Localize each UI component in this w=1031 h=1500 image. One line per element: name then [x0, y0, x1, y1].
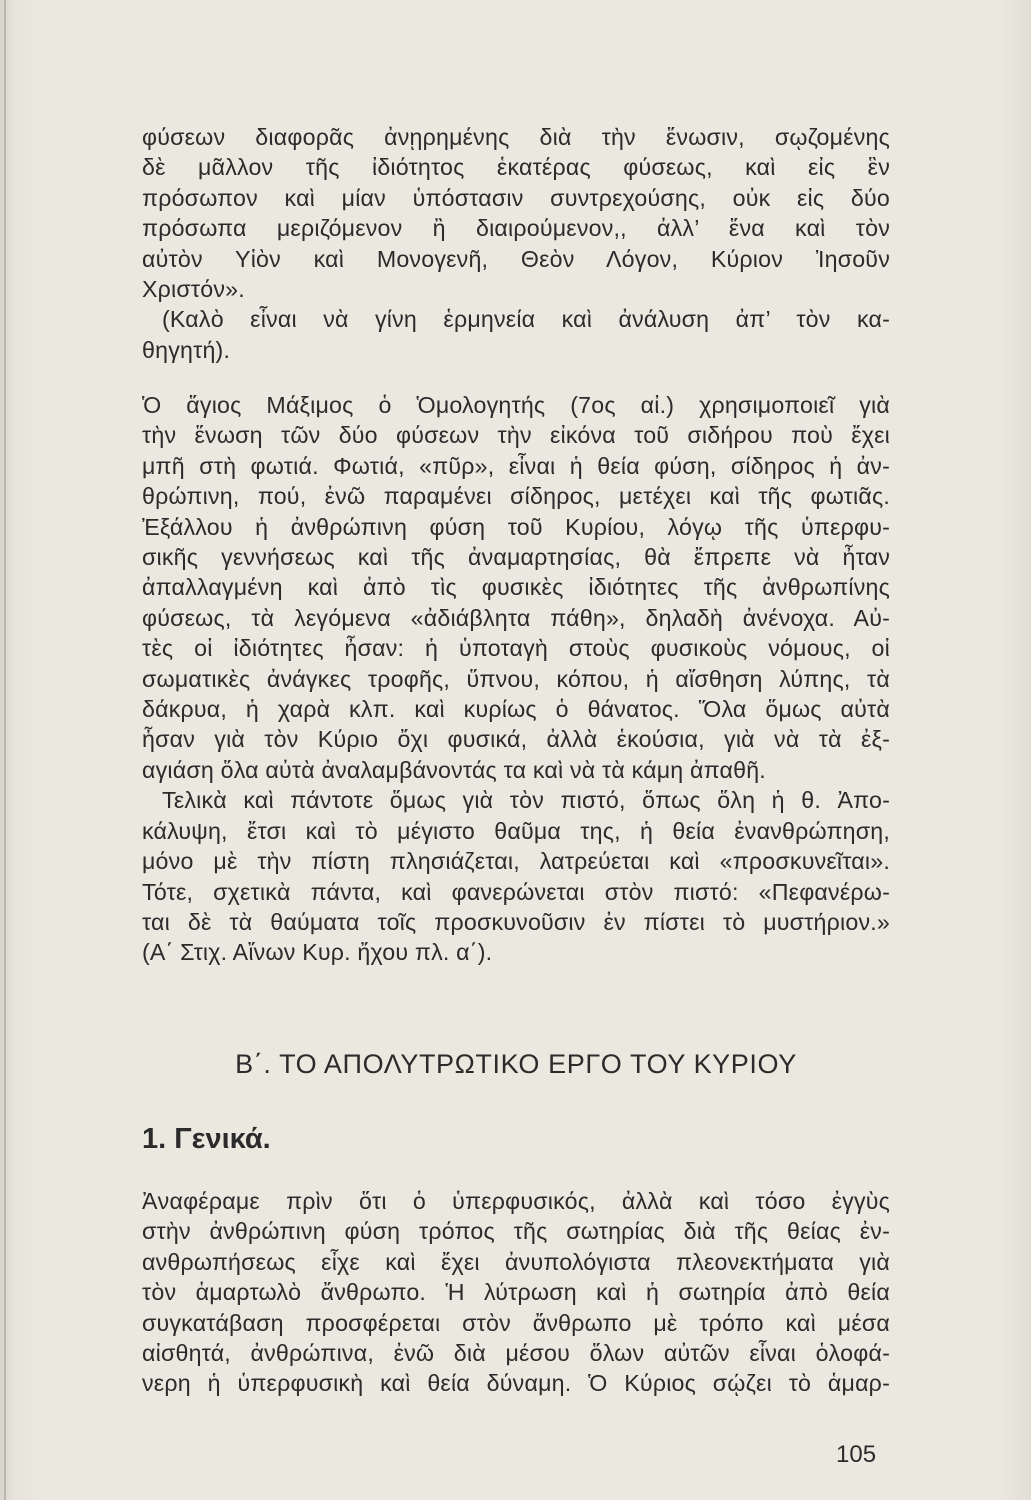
text-line: (Καλὸ εἶναι νὰ γίνη ἑρμηνεία καὶ ἀνάλυση ἀπ’ τὸν κα- — [162, 306, 890, 333]
text-line: αὐτὸν Υἱὸν καὶ Μονογενῆ, Θεὸν Λόγον, Κύριον Ἰησοῦν — [142, 245, 890, 272]
text-line: Χριστόν». — [142, 276, 245, 303]
text-line: πρόσωπα μεριζόμενον ἢ διαιρούμενον,, ἀλλ’ ἕνα καὶ τὸν — [142, 215, 890, 242]
text-line: πρόσωπον καὶ μίαν ὑπόστασιν συντρεχούσης, οὐκ εἰς δύο — [142, 184, 890, 211]
section-heading: Β΄. ΤΟ ΑΠΟΛΥΤΡΩΤΙΚΟ ΕΡΓΟ ΤΟΥ ΚΥΡΙΟΥ — [235, 1049, 797, 1079]
text-line: αἰσθητά, ἀνθρώπινα, ἐνῶ διὰ μέσου ὅλων αὐτῶν εἶναι ὁλοφά- — [142, 1340, 890, 1367]
text-line: νερη ἡ ὑπερφυσικὴ καὶ θεία δύναμη. Ὁ Κύριος σῴζει τὸ ἁμαρ- — [142, 1370, 890, 1397]
text-line: ανθρωπήσεως εἶχε καὶ ἔχει ἀνυπολόγιστα πλεονεκτήματα γιὰ — [142, 1248, 890, 1275]
text-line: μπῆ στὴ φωτιά. Φωτιά, «πῦρ», εἶναι ἡ θεία φύση, σίδηρος ἡ ἀν- — [142, 452, 890, 479]
text-line: (Α΄ Στιχ. Αἴνων Κυρ. ἤχου πλ. α΄). — [142, 939, 493, 966]
text-line: δὲ μᾶλλον τῆς ἰδιότητος ἑκατέρας φύσεως, καὶ εἰς ἓν — [142, 154, 890, 181]
binding-gutter — [4, 0, 6, 1500]
text-line: αγιάση ὅλα αὐτὰ ἀναλαμβάνοντάς τα καὶ νὰ τὰ κάμη ἀπαθῆ. — [142, 756, 766, 783]
text-line: ἀπαλλαγμένη καὶ ἀπὸ τὶς φυσικὲς ἰδιότητες τῆς ἀνθρωπίνης — [142, 574, 890, 601]
text-line: Ὁ ἅγιος Μάξιμος ὁ Ὁμολογητής (7ος αἰ.) χρησιμοποιεῖ γιὰ — [142, 392, 890, 418]
text-line: φύσεως, τὰ λεγόμενα «ἀδιάβλητα πάθη», δηλαδὴ ἀνένοχα. Αὐ- — [142, 604, 890, 631]
text-line: συγκατάβαση προσφέρεται στὸν ἄνθρωπο μὲ τρόπο καὶ μέσα — [142, 1309, 890, 1336]
text-line: στὴν ἀνθρώπινη φύση τρόπος τῆς σωτηρίας διὰ τῆς θείας ἐν- — [142, 1218, 890, 1245]
text-line: τὴν ἕνωση τῶν δύο φύσεων τὴν εἰκόνα τοῦ σιδήρου ποὺ ἔχει — [142, 422, 890, 449]
text-line: σικῆς γεννήσεως καὶ τῆς ἀναμαρτησίας, θὰ ἔπρεπε νὰ ἦταν — [142, 544, 890, 571]
paragraph-block-3 — [142, 1186, 890, 1399]
text-line: Ἀναφέραμε πρὶν ὅτι ὁ ὑπερφυσικός, ἀλλὰ καὶ τόσο ἐγγὺς — [142, 1188, 890, 1214]
text-line: Ἐξάλλου ἡ ἀνθρώπινη φύση τοῦ Κυρίου, λόγῳ τῆς ὑπερφυ- — [142, 513, 890, 540]
text-line: φύσεων διαφορᾶς ἀνῃρημένης διὰ τὴν ἕνωσιν, σῳζομένης — [142, 124, 890, 150]
text-line: Τότε, σχετικὰ πάντα, καὶ φανερώνεται στὸν πιστό: «Πεφανέρω- — [142, 878, 890, 905]
text-line: θρώπινη, πού, ἐνῶ παραμένει σίδηρος, μετέχει καὶ τῆς φωτιᾶς. — [142, 483, 890, 510]
text-line: θηγητή). — [142, 336, 231, 363]
text-line: κάλυψη, ἔτσι καὶ τὸ μέγιστο θαῦμα της, ἡ θεία ἐνανθρώπηση, — [142, 817, 890, 844]
text-line: μόνο μὲ τὴν πίστη πλησιάζεται, λατρεύεται καὶ «προσκυνεῖται». — [142, 848, 890, 875]
text-line: δάκρυα, ἡ χαρὰ κλπ. καὶ κυρίως ὁ θάνατος. Ὅλα ὅμως αὐτὰ — [142, 696, 890, 723]
text-line: τὲς οἱ ἰδιότητες ἦσαν: ἡ ὑποταγὴ στοὺς φυσικοὺς νόμους, οἱ — [142, 635, 890, 662]
text-line: τὸν ἁμαρτωλὸ ἄνθρωπο. Ἡ λύτρωση καὶ ἡ σωτηρία ἀπὸ θεία — [142, 1279, 890, 1306]
subsection-heading: 1. Γενικά. — [142, 1123, 271, 1155]
paragraph-block-2 — [142, 390, 890, 968]
text-line: ται δὲ τὰ θαύματα τοῖς προσκυνοῦσιν ἐν πίστει τὸ μυστήριον.» — [142, 908, 890, 935]
text-line: Τελικὰ καὶ πάντοτε ὅμως γιὰ τὸν πιστό, ὅπως ὅλη ἡ θ. Ἀπο- — [162, 787, 890, 814]
text-line: ἦσαν γιὰ τὸν Κύριο ὄχι φυσικά, ἀλλὰ ἑκούσια, γιὰ νὰ τὰ ἐξ- — [142, 726, 890, 753]
page-number: 105 — [836, 1441, 877, 1468]
paragraph-block-1 — [142, 122, 890, 365]
text-line: σωματικὲς ἀνάγκες τροφῆς, ὕπνου, κόπου, ἡ αἴσθηση λύπης, τὰ — [142, 665, 890, 692]
